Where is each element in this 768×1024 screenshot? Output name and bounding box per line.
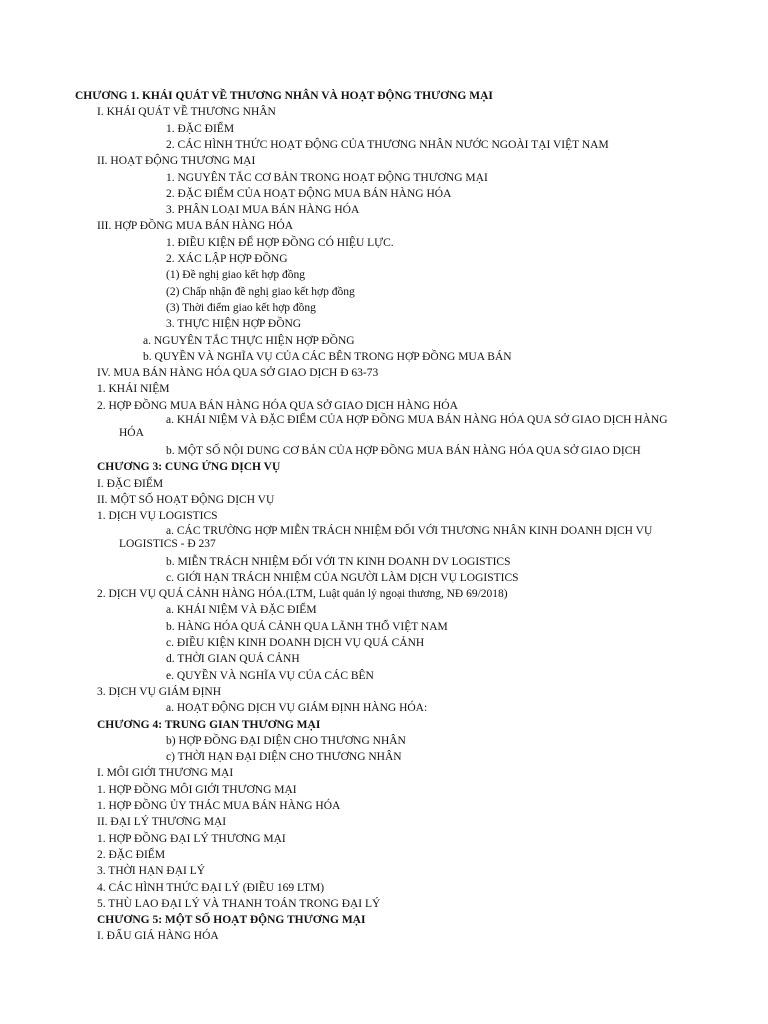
- outline-line-text: 5. THÙ LAO ĐẠI LÝ VÀ THANH TOÁN TRONG ĐẠI LÝ: [97, 897, 381, 910]
- outline-line: [119, 524, 728, 551]
- outline-line-text: 1. NGUYÊN TẮC CƠ BẢN TRONG HOẠT ĐỘNG THƯƠNG MẠI: [166, 171, 488, 184]
- outline-line: [166, 300, 728, 316]
- outline-line-text: 1. HỢP ĐỒNG MÔI GIỚI THƯƠNG MẠI: [97, 783, 297, 796]
- outline-line: [97, 218, 728, 234]
- outline-line-text: III. HỢP ĐỒNG MUA BÁN HÀNG HÓA: [97, 220, 294, 233]
- outline-line: [97, 508, 728, 524]
- outline-line-text: CHƯƠNG 3: CUNG ỨNG DỊCH VỤ: [97, 461, 281, 474]
- outline-line-text: a. KHÁI NIỆM VÀ ĐẶC ĐIỂM: [166, 604, 317, 617]
- outline-line: [166, 267, 728, 283]
- outline-line: [97, 814, 728, 830]
- outline-line-text: c. GIỚI HẠN TRÁCH NHIỆM CỦA NGƯỜI LÀM DỊCH VỤ LOGISTICS: [166, 571, 519, 584]
- outline-line-continuation: HÓA: [119, 427, 144, 439]
- outline-line-text: CHƯƠNG 5: MỘT SỐ HOẠT ĐỘNG THƯƠNG MẠI: [97, 914, 366, 927]
- outline-line: [97, 684, 728, 700]
- outline-line-continuation: LOGISTICS - Đ 237: [119, 537, 216, 550]
- outline-line: [166, 749, 728, 765]
- outline-line: [97, 798, 728, 814]
- outline-line-text: 1. DỊCH VỤ LOGISTICS: [97, 510, 218, 523]
- outline-line-text: I. ĐẶC ĐIỂM: [97, 477, 164, 490]
- outline-line: [166, 554, 728, 570]
- outline-line-text: 1. HỢP ĐỒNG ĐẠI LÝ THƯƠNG MẠI: [97, 832, 286, 845]
- outline-line-text: 3. DỊCH VỤ GIÁM ĐỊNH: [97, 685, 222, 698]
- outline-line: [166, 602, 728, 618]
- outline-line: [166, 186, 728, 202]
- outline-line: [97, 586, 728, 602]
- outline-line-text: b. MỘT SỐ NỘI DUNG CƠ BẢN CỦA HỢP ĐỒNG MUA BÁN HÀNG HÓA QUA SỞ GIAO DỊCH: [166, 445, 641, 457]
- outline-line-text: d. THỜI GIAN QUÁ CẢNH: [166, 653, 300, 666]
- outline-line: [166, 700, 728, 716]
- outline-line: [166, 635, 728, 651]
- outline-line: [166, 170, 728, 186]
- outline-line-text: c) THỜI HẠN ĐẠI DIỆN CHO THƯƠNG NHÂN: [166, 751, 402, 764]
- outline-line-text: I. ĐẤU GIÁ HÀNG HÓA: [97, 930, 219, 943]
- outline-line: [97, 365, 728, 381]
- outline-line-text: (2) Chấp nhận đề nghị giao kết hợp đồng: [166, 285, 355, 298]
- outline-line-text: 4. CÁC HÌNH THỨC ĐẠI LÝ (ĐIỀU 169 LTM): [97, 881, 325, 894]
- outline-line-text: (3) Thời điểm giao kết hợp đồng: [166, 301, 316, 314]
- outline-line-text: II. HOẠT ĐỘNG THƯƠNG MẠI: [97, 155, 256, 168]
- outline-line: [166, 137, 728, 153]
- outline-line-text: 2. ĐẶC ĐIỂM: [97, 848, 166, 861]
- outline-line: [97, 104, 728, 120]
- outline-line: [143, 349, 728, 365]
- outline-line: [97, 880, 728, 896]
- outline-line-text: I. MÔI GIỚI THƯƠNG MẠI: [97, 767, 234, 780]
- outline-line: [166, 121, 728, 137]
- outline-line-text: 3. THỰC HIỆN HỢP ĐỒNG: [166, 318, 302, 331]
- outline-line: [143, 333, 728, 349]
- outline-line-text: b. MIỄN TRÁCH NHIỆM ĐỐI VỚI TN KINH DOANH DV LOGISTICS: [166, 555, 511, 568]
- outline-line-text: 1. KHÁI NIỆM: [97, 383, 170, 396]
- outline-line-text: 1. ĐIỀU KIỆN ĐỂ HỢP ĐỒNG CÓ HIỆU LỰC.: [166, 236, 394, 249]
- outline-line: [97, 847, 728, 863]
- outline-line-text: b) HỢP ĐỒNG ĐẠI DIỆN CHO THƯƠNG NHÂN: [166, 734, 406, 747]
- outline-line: [97, 398, 728, 414]
- outline-line-text: 2. CÁC HÌNH THỨC HOẠT ĐỘNG CỦA THƯƠNG NHÂN NƯỚC NGOÀI TẠI VIỆT NAM: [166, 138, 609, 151]
- outline-line: [97, 928, 728, 944]
- outline-line-text: 1. HỢP ĐỒNG ỦY THÁC MUA BÁN HÀNG HÓA: [97, 800, 341, 812]
- chapter-heading: [97, 717, 728, 733]
- outline-line-text: 2. XÁC LẬP HỢP ĐỒNG: [166, 253, 288, 265]
- outline-line-text: a. NGUYÊN TẮC THỰC HIỆN HỢP ĐỒNG: [143, 334, 355, 347]
- outline-line-text: b. QUYỀN VÀ NGHĨA VỤ CỦA CÁC BÊN TRONG HỢP ĐỒNG MUA BÁN: [143, 350, 512, 363]
- outline-line: [97, 831, 728, 847]
- outline-line: [97, 381, 728, 397]
- outline-line-text: 2. HỢP ĐỒNG MUA BÁN HÀNG HÓA QUA SỞ GIAO DỊCH HÀNG HÓA: [97, 399, 458, 412]
- outline-line: [97, 492, 728, 508]
- outline-line: [166, 668, 728, 684]
- outline-line: [166, 235, 728, 251]
- outline-line-text: II. ĐẠI LÝ THƯƠNG MẠI: [97, 816, 227, 829]
- outline-line: [166, 443, 728, 459]
- outline-line: [166, 251, 728, 267]
- outline-line-text: 2. ĐẶC ĐIỂM CỦA HOẠT ĐỘNG MUA BÁN HÀNG HÓA: [166, 187, 452, 200]
- outline-line-text: I. KHÁI QUÁT VỀ THƯƠNG NHÂN: [97, 106, 276, 119]
- chapter-heading: [97, 912, 728, 928]
- outline-line-text: CHƯƠNG 4: TRUNG GIAN THƯƠNG MẠI: [97, 718, 321, 731]
- outline-line: [166, 316, 728, 332]
- outline-line-text: 2. DỊCH VỤ QUÁ CẢNH HÀNG HÓA.(LTM, Luật quản lý ngoại thương, NĐ 69/2018): [97, 588, 508, 601]
- outline-line-text: a. CÁC TRƯỜNG HỢP MIỄN TRÁCH NHIỆM ĐỐI VỚI THƯƠNG NHÂN KINH DOANH DỊCH VỤ: [166, 524, 653, 537]
- outline-line-text: 1. ĐẶC ĐIỂM: [166, 122, 235, 135]
- outline-line: [166, 202, 728, 218]
- outline-line: [97, 782, 728, 798]
- outline-line: [119, 414, 728, 440]
- outline-line: [97, 863, 728, 879]
- outline-line: [166, 651, 728, 667]
- outline-line-text: c. ĐIỀU KIỆN KINH DOANH DỊCH VỤ QUÁ CẢNH: [166, 637, 425, 649]
- chapter-heading: [97, 459, 728, 475]
- outline-line: [97, 476, 728, 492]
- outline-line: [97, 765, 728, 781]
- outline-line-text: (1) Đề nghị giao kết hợp đồng: [166, 269, 305, 282]
- outline-line: [166, 733, 728, 749]
- outline-line-text: a. HOẠT ĐỘNG DỊCH VỤ GIÁM ĐỊNH HÀNG HÓA:: [166, 702, 428, 715]
- outline-line-text: 3. PHÂN LOẠI MUA BÁN HÀNG HÓA: [166, 204, 360, 217]
- outline-line-text: IV. MUA BÁN HÀNG HÓA QUA SỞ GIAO DỊCH Đ 63-73: [97, 367, 379, 380]
- outline-line-text: 3. THỜI HẠN ĐẠI LÝ: [97, 865, 206, 878]
- outline-line: [97, 153, 728, 169]
- outline-line: [97, 896, 728, 912]
- outline-line-text: II. MỘT SỐ HOẠT ĐỘNG DỊCH VỤ: [97, 493, 275, 506]
- outline-line: [166, 619, 728, 635]
- outline-line-text: CHƯƠNG 1. KHÁI QUÁT VỀ THƯƠNG NHÂN VÀ HOẠT ĐỘNG THƯƠNG MẠI: [75, 90, 493, 102]
- outline-line-text: b. HÀNG HÓA QUÁ CẢNH QUA LÃNH THỔ VIỆT NAM: [166, 620, 448, 633]
- outline-line: [166, 570, 728, 586]
- outline-line-text: a. KHÁI NIỆM VÀ ĐẶC ĐIỂM CỦA HỢP ĐỒNG MUA BÁN HÀNG HÓA QUA SỞ GIAO DỊCH HÀNG: [166, 414, 668, 426]
- chapter-heading: [75, 88, 728, 104]
- outline-line-text: e. QUYỀN VÀ NGHĨA VỤ CỦA CÁC BÊN: [166, 669, 374, 682]
- outline-line: [166, 284, 728, 300]
